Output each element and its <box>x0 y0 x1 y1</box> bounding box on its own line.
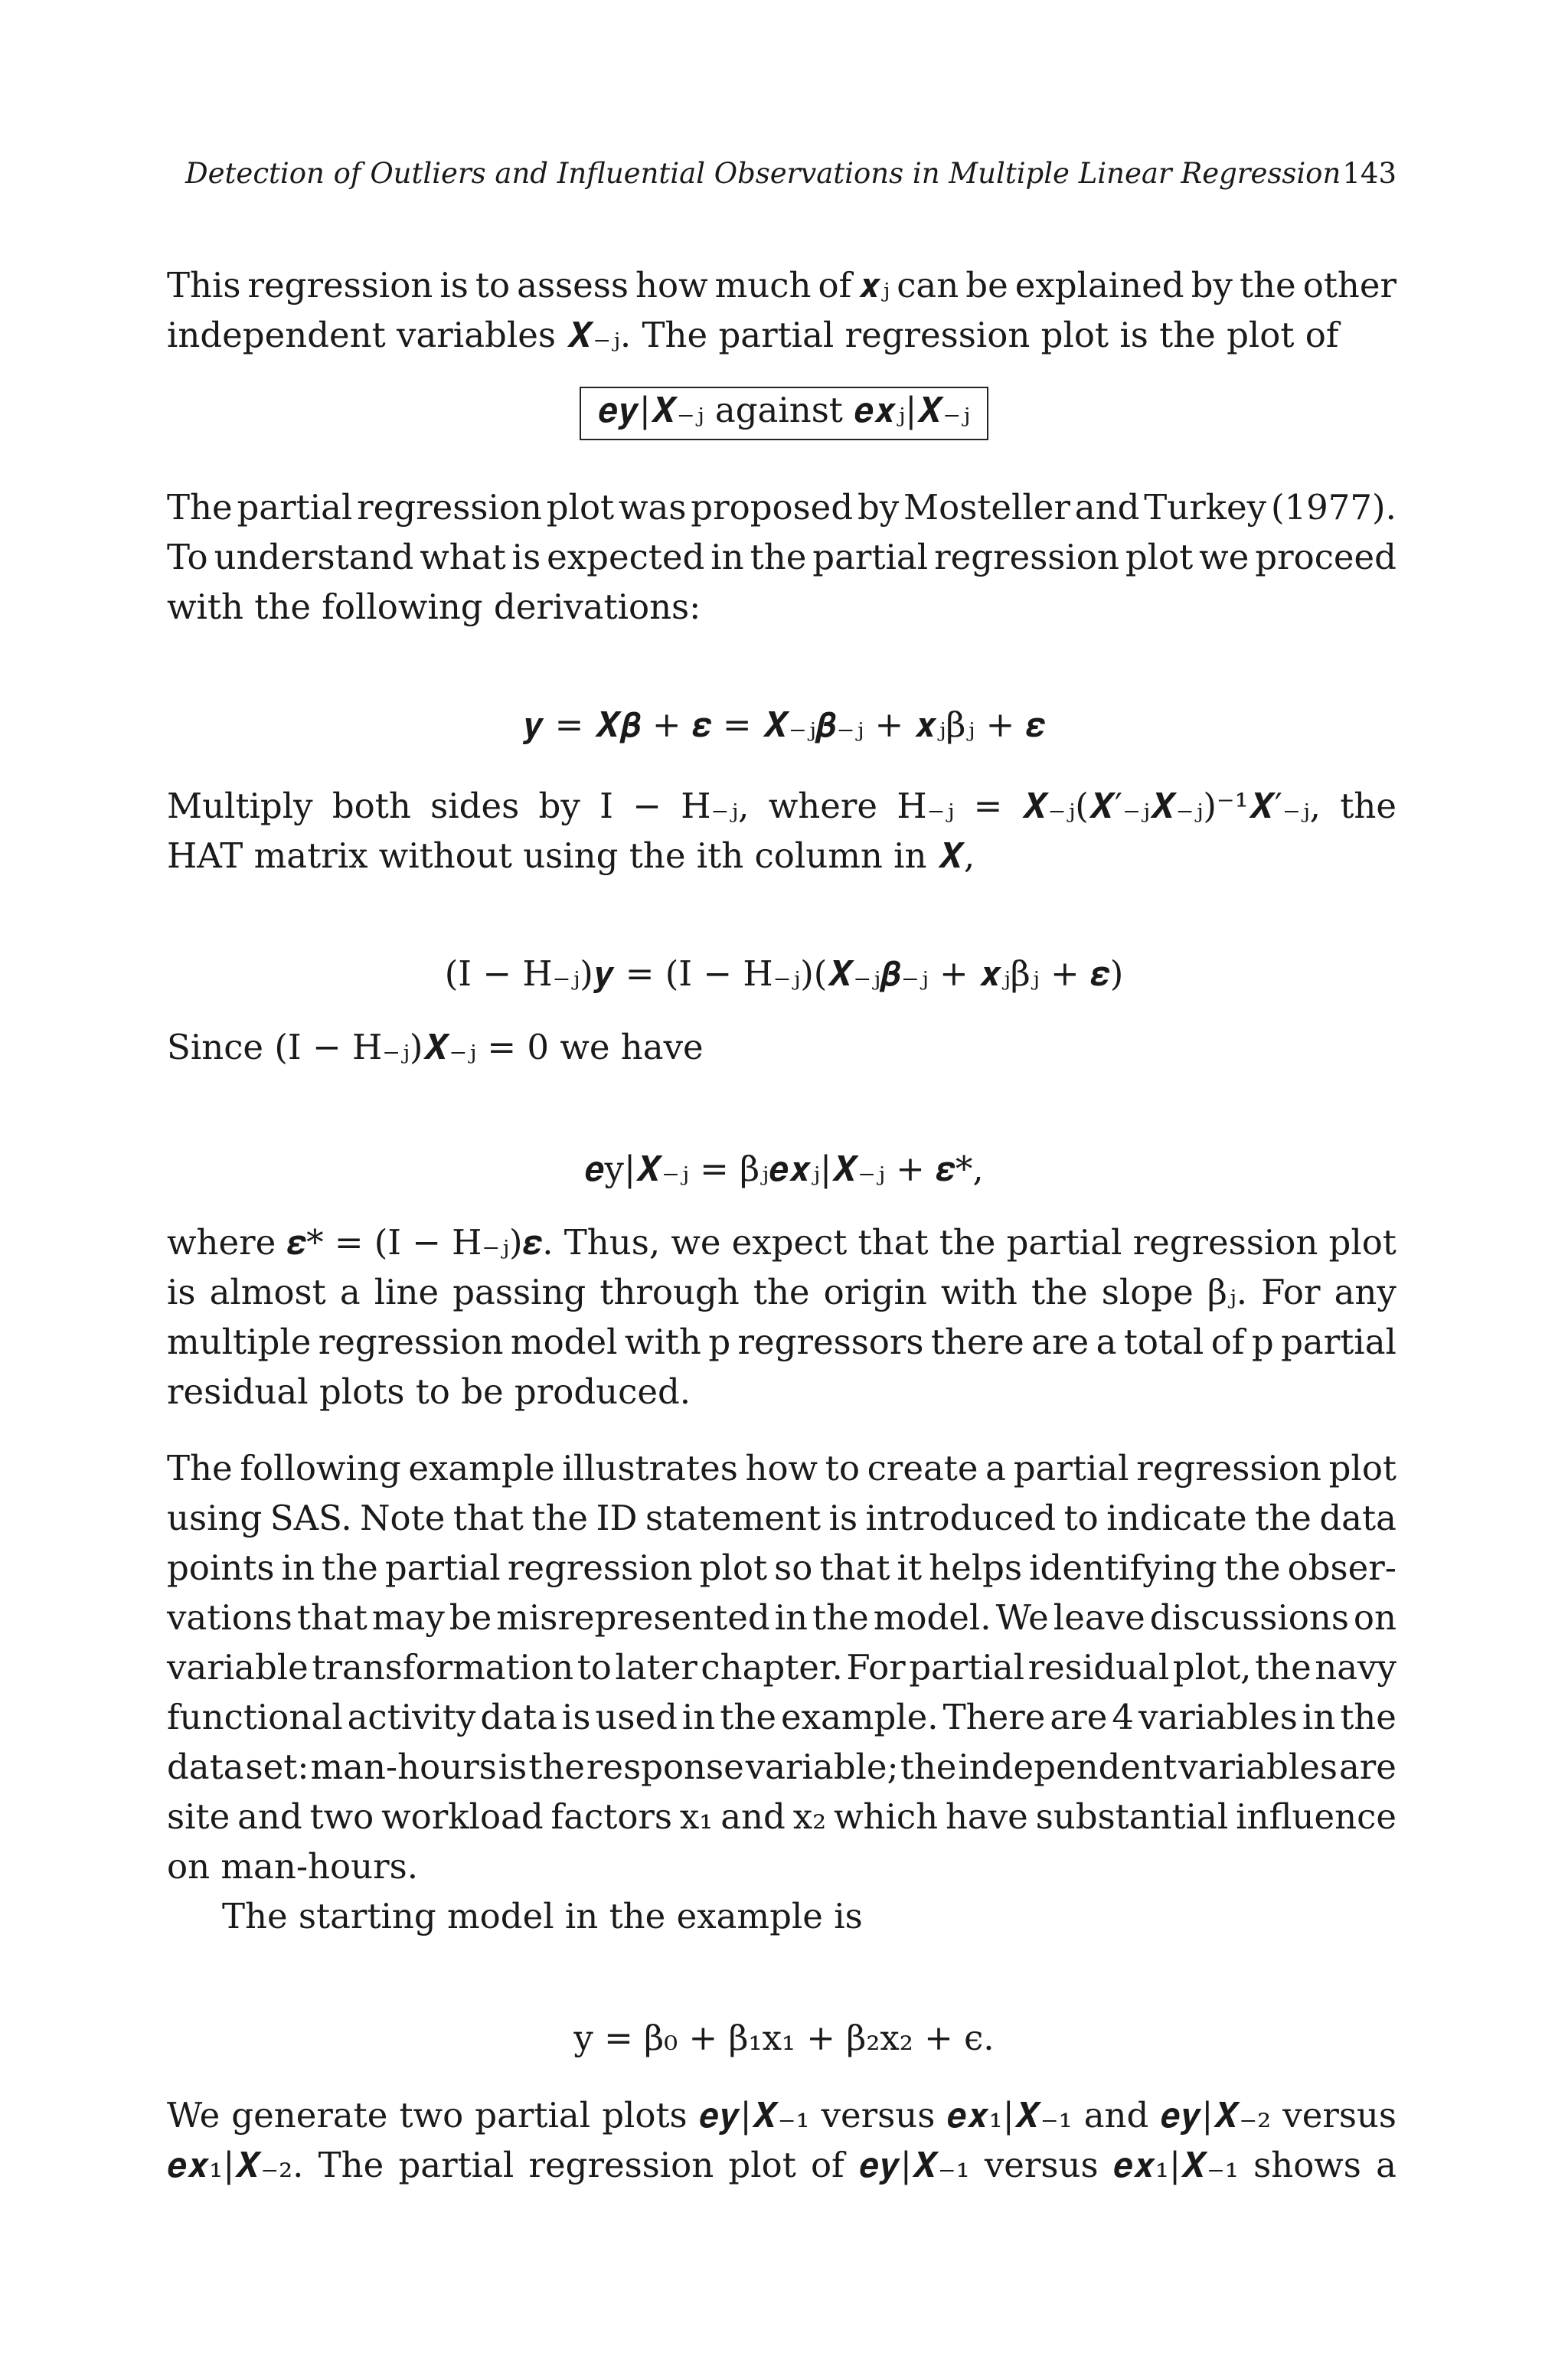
text-line: site and two workload factors x₁ and x₂ which have substantial influence <box>167 1796 1396 1837</box>
text-line: This regression is to assess how much of 𝒙ⱼ can be explained by the other <box>167 265 1396 306</box>
text-line: The starting model in the example is <box>222 1896 863 1936</box>
paragraph-2 <box>167 482 1396 632</box>
text-line: where 𝜺* = (I − H₋ⱼ)𝜺. Thus, we expect that the partial regression plot <box>167 1222 1396 1263</box>
paragraph-5 <box>167 1217 1396 1417</box>
running-header <box>185 157 1396 190</box>
paragraph-4 <box>167 1022 1396 1072</box>
boxed-formula: 𝒆𝒚|𝑿₋ⱼ against 𝒆𝒙ⱼ|𝑿₋ⱼ <box>580 387 988 440</box>
text-line: We generate two partial plots 𝒆𝒚|𝑿₋₁ versus 𝒆𝒙₁|𝑿₋₁ and 𝒆𝒚|𝑿₋₂ versus <box>167 2095 1396 2136</box>
text-line: is almost a line passing through the origin with the slope βⱼ. For any <box>167 1272 1396 1312</box>
paragraph-3 <box>167 781 1396 881</box>
text-line: Since (I − H₋ⱼ)𝑿₋ⱼ = 0 we have <box>167 1027 704 1067</box>
paragraph-1 <box>167 260 1396 360</box>
equation-4: y = β₀ + β₁x₁ + β₂x₂ + ϵ. <box>573 2018 995 2058</box>
text-line: points in the partial regression plot so that it helps identifying the obser- <box>167 1547 1396 1588</box>
text-line: The following example illustrates how to create a partial regression plot <box>167 1448 1396 1489</box>
text-line: independent variables 𝑿₋ⱼ. The partial regression plot is the plot of <box>167 315 1339 355</box>
text-line: 𝒆𝒙₁|𝑿₋₂. The partial regression plot of 𝒆𝒚|𝑿₋₁ versus 𝒆𝒙₁|𝑿₋₁ shows a <box>167 2145 1396 2185</box>
text-line: using SAS. Note that the ID statement is introduced to indicate the data <box>167 1498 1396 1538</box>
paragraph-6 <box>167 1443 1396 1891</box>
paragraph-7 <box>167 1891 1396 1941</box>
paragraph-8 <box>167 2090 1396 2190</box>
text-line: vations that may be misrepresented in the model. We leave discussions on <box>167 1597 1396 1638</box>
text-line: variable transformation to later chapter. For partial residual plot, the navy <box>167 1647 1396 1688</box>
text-line: residual plots to be produced. <box>167 1371 691 1412</box>
running-title: Detection of Outliers and Influential Observations in Multiple Linear Regression <box>185 157 1341 190</box>
text-line: multiple regression model with p regressors there are a total of p partial <box>167 1322 1396 1362</box>
text-line: The partial regression plot was proposed by Mosteller and Turkey (1977). <box>167 487 1396 528</box>
equation-1: 𝒚 = 𝑿𝜷 + 𝜺 = 𝑿₋ⱼ𝜷₋ⱼ + 𝒙ⱼβⱼ + 𝜺 <box>522 704 1046 745</box>
equation-2: (I − H₋ⱼ)𝒚 = (I − H₋ⱼ)(𝑿₋ⱼ𝜷₋ⱼ + 𝒙ⱼβⱼ + 𝜺) <box>444 953 1124 994</box>
equation-3: 𝒆y|𝑿₋ⱼ = βⱼ𝒆𝒙ⱼ|𝑿₋ⱼ + 𝜺*, <box>584 1149 984 1189</box>
text-line: To understand what is expected in the partial regression plot we proceed <box>167 537 1396 577</box>
page-number: 143 <box>1342 157 1396 190</box>
text-line: with the following derivations: <box>167 587 701 627</box>
text-line: functional activity data is used in the example. There are 4 variables in the <box>167 1697 1396 1737</box>
boxed-formula-row <box>0 387 1568 440</box>
text-line: data set: man-hours is the response variable; the independent variables are <box>167 1747 1396 1787</box>
text-line: Multiply both sides by I − H₋ⱼ, where H₋ⱼ = 𝑿₋ⱼ(𝑿′₋ⱼ𝑿₋ⱼ)⁻¹𝑿′₋ⱼ, the <box>167 786 1396 826</box>
text-line: on man-hours. <box>167 1846 419 1887</box>
text-line: HAT matrix without using the ith column in 𝑿, <box>167 835 975 876</box>
